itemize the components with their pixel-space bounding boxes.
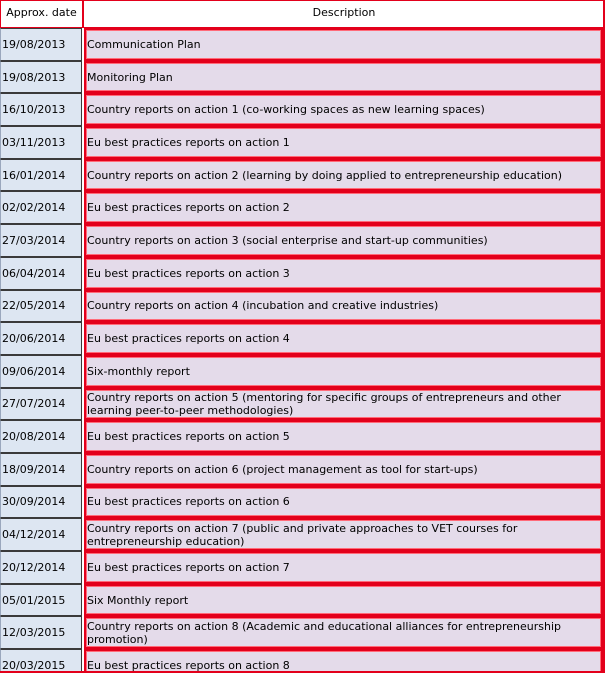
table-row [0, 649, 605, 673]
description-cell[interactable]: Eu best practices reports on action 4 [84, 322, 603, 355]
description-cell[interactable]: Country reports on action 6 (project management as tool for start-ups) [84, 453, 603, 486]
date-cell[interactable]: 09/06/2014 [0, 355, 82, 388]
table-row [0, 388, 605, 421]
description-cell[interactable]: Country reports on action 7 (public and private approaches to VET courses for entrepreneurship education) [84, 518, 603, 551]
description-cell[interactable]: Eu best practices reports on action 1 [84, 126, 603, 159]
table-row [0, 191, 605, 224]
description-cell[interactable]: Eu best practices reports on action 2 [84, 191, 603, 224]
table-row [0, 518, 605, 551]
description-cell[interactable]: Monitoring Plan [84, 61, 603, 94]
table-row [0, 420, 605, 453]
date-cell[interactable]: 04/12/2014 [0, 518, 82, 551]
description-cell[interactable]: Communication Plan [84, 28, 603, 61]
description-cell[interactable]: Eu best practices reports on action 6 [84, 486, 603, 519]
date-cell[interactable]: 20/03/2015 [0, 649, 82, 673]
date-cell[interactable]: 03/11/2013 [0, 126, 82, 159]
table-row [0, 355, 605, 388]
date-cell[interactable]: 27/03/2014 [0, 224, 82, 257]
description-cell[interactable]: Eu best practices reports on action 3 [84, 257, 603, 290]
table-row [0, 584, 605, 617]
description-cell[interactable]: Country reports on action 1 (co-working spaces as new learning spaces) [84, 93, 603, 126]
table-row [0, 616, 605, 649]
header-description: Description [83, 0, 605, 28]
description-cell[interactable]: Country reports on action 3 (social enterprise and start-up communities) [84, 224, 603, 257]
header-approx-date: Approx. date [0, 0, 83, 28]
table-row [0, 322, 605, 355]
table-row [0, 486, 605, 519]
table-row [0, 224, 605, 257]
date-cell[interactable]: 22/05/2014 [0, 290, 82, 323]
date-cell[interactable]: 12/03/2015 [0, 616, 82, 649]
description-cell[interactable]: Country reports on action 8 (Academic and educational alliances for entrepreneurship promotion) [84, 616, 603, 649]
description-cell[interactable]: Eu best practices reports on action 5 [84, 420, 603, 453]
date-cell[interactable]: 27/07/2014 [0, 388, 82, 421]
table-row [0, 257, 605, 290]
date-cell[interactable]: 19/08/2013 [0, 28, 82, 61]
description-cell[interactable]: Eu best practices reports on action 8 [84, 649, 603, 673]
date-cell[interactable]: 30/09/2014 [0, 486, 82, 519]
table-row [0, 453, 605, 486]
date-cell[interactable]: 05/01/2015 [0, 584, 82, 617]
date-cell[interactable]: 06/04/2014 [0, 257, 82, 290]
date-cell[interactable]: 18/09/2014 [0, 453, 82, 486]
date-cell[interactable]: 20/08/2014 [0, 420, 82, 453]
description-cell[interactable]: Six Monthly report [84, 584, 603, 617]
description-cell[interactable]: Country reports on action 5 (mentoring for specific groups of entrepreneurs and other learning peer-to-peer methodologies) [84, 388, 603, 421]
table-body [0, 28, 605, 673]
table-row [0, 290, 605, 323]
description-cell[interactable]: Six-monthly report [84, 355, 603, 388]
date-cell[interactable]: 20/06/2014 [0, 322, 82, 355]
description-cell[interactable]: Country reports on action 4 (incubation and creative industries) [84, 290, 603, 323]
description-cell[interactable]: Country reports on action 2 (learning by doing applied to entrepreneurship education) [84, 159, 603, 192]
date-cell[interactable]: 02/02/2014 [0, 191, 82, 224]
table-row [0, 61, 605, 94]
table-row [0, 159, 605, 192]
table-row [0, 93, 605, 126]
date-cell[interactable]: 19/08/2013 [0, 61, 82, 94]
table-row [0, 126, 605, 159]
date-cell[interactable]: 20/12/2014 [0, 551, 82, 584]
table-header [0, 0, 605, 28]
table-row [0, 551, 605, 584]
description-cell[interactable]: Eu best practices reports on action 7 [84, 551, 603, 584]
date-cell[interactable]: 16/01/2014 [0, 159, 82, 192]
date-cell[interactable]: 16/10/2013 [0, 93, 82, 126]
table-row [0, 28, 605, 61]
